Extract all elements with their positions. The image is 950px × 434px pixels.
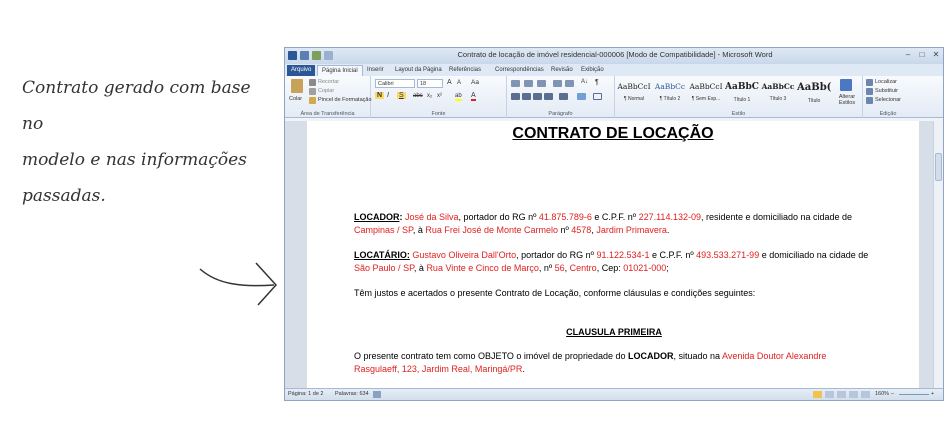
style-heading-3[interactable]	[761, 79, 795, 105]
styles-group	[615, 76, 863, 118]
font-size-value: 18	[420, 81, 427, 87]
text-run: O presente contrato tem como OBJETO o imóvel de propriedade do	[354, 351, 628, 361]
styles-group-label: Estilo	[731, 111, 746, 117]
highlight-button[interactable]: ab	[455, 93, 462, 99]
text-run: , à	[413, 263, 427, 273]
locatario-number: 56	[554, 263, 565, 273]
locatario-state: SP	[403, 263, 414, 273]
paste-button[interactable]: Colar	[289, 96, 303, 102]
shrink-font-button[interactable]: A	[457, 80, 462, 86]
text-run: nº	[557, 225, 572, 235]
locatario-cpf: 493.533.271-99	[696, 250, 760, 260]
replace-button[interactable]: Substituir	[875, 88, 898, 94]
style-sample: AaBbCc	[761, 82, 795, 91]
clipboard-group-label: Área de Transferência	[300, 111, 355, 117]
intro-paragraph: Têm justos e acertados o presente Contrato de Locação, conforme cláusulas e condições seguintes:	[354, 288, 756, 298]
text-run: /	[394, 225, 403, 235]
text-run: ;	[666, 263, 669, 273]
paragraph-group-label: Parágrafo	[548, 111, 573, 117]
font-name-value: Calibri	[378, 81, 394, 87]
annotation-line: passadas.	[22, 186, 106, 206]
save-icon[interactable]	[300, 51, 309, 60]
close-button[interactable]: ✕	[932, 50, 940, 59]
locador-street: Rua Frei José de Monte Carmelo	[425, 225, 558, 235]
tab-review[interactable]: Revisão	[551, 67, 573, 73]
format-painter-button[interactable]: Pincel de Formatação	[318, 97, 372, 103]
editing-group	[863, 76, 913, 118]
zoom-level[interactable]: 160%	[875, 391, 890, 397]
style-title[interactable]	[797, 79, 831, 105]
clipboard-group	[285, 76, 371, 118]
line-spacing-icon[interactable]	[559, 93, 568, 100]
copy-button[interactable]: Copiar	[318, 88, 335, 94]
text-run: , situado na	[673, 351, 723, 361]
annotation-text	[22, 70, 272, 214]
maximize-button[interactable]: □	[919, 50, 925, 59]
tab-references[interactable]: Referências	[449, 67, 482, 73]
locador-city: Campinas	[354, 225, 395, 235]
text-run: e C.P.F. nº	[649, 250, 697, 260]
zoom-out-button[interactable]: –	[891, 391, 895, 397]
tab-view[interactable]: Exibição	[581, 67, 604, 73]
locador-number: 4578	[571, 225, 592, 235]
title-bar	[285, 48, 943, 64]
window-title: Contrato de locação de imóvel residencial-000006 [Modo de Compatibilidade] - Microsoft Word	[457, 50, 773, 59]
paste-icon[interactable]	[291, 79, 303, 93]
tab-page-layout[interactable]: Layout da Página	[395, 67, 442, 73]
align-center-icon[interactable]	[522, 93, 531, 100]
editing-group-label: Edição	[879, 111, 897, 117]
clause-paragraph	[354, 350, 874, 376]
locatario-district: Centro	[569, 263, 597, 273]
text-run: , portador do RG nº	[458, 212, 539, 222]
locador-cpf: 227.114.132-09	[638, 212, 701, 222]
strikethrough-button[interactable]: abc	[413, 93, 423, 99]
annotation-line: Contrato gerado com base no	[22, 78, 251, 134]
cut-icon[interactable]	[309, 79, 316, 86]
text-run: , à	[412, 225, 426, 235]
bold-button[interactable]: N	[377, 92, 383, 99]
web-layout-icon[interactable]	[837, 391, 846, 398]
font-group-label: Fonte	[431, 111, 446, 117]
bullets-icon[interactable]	[511, 80, 520, 87]
zoom-in-button[interactable]: +	[931, 391, 935, 397]
redo-icon[interactable]	[324, 51, 333, 60]
style-sample: AaBbCcI	[617, 82, 651, 91]
change-styles-icon[interactable]	[840, 79, 852, 91]
multilevel-list-icon[interactable]	[537, 80, 546, 87]
locatario-cep: 01021-000	[623, 263, 667, 273]
font-group	[371, 76, 507, 118]
numbering-icon[interactable]	[524, 80, 533, 87]
copy-icon[interactable]	[309, 88, 316, 95]
font-name-select[interactable]	[375, 79, 415, 88]
locador-rg: 41.875.789-6	[538, 212, 592, 222]
document-title: CONTRATO DE LOCAÇÃO	[512, 125, 714, 142]
paragraph-group	[507, 76, 615, 118]
text-run: e domiciliado na cidade de	[759, 250, 869, 260]
subscript-button[interactable]: x₂	[427, 93, 433, 99]
document-page[interactable]	[307, 121, 919, 388]
locador-state: SP	[402, 225, 413, 235]
full-screen-icon[interactable]	[825, 391, 834, 398]
locador-label: LOCADOR	[354, 212, 400, 222]
text-run: ,	[591, 225, 597, 235]
text-run: .	[666, 225, 670, 235]
superscript-button[interactable]: x²	[437, 93, 442, 99]
text-run: ,	[564, 263, 570, 273]
locador-paragraph	[354, 211, 874, 237]
clause-address: Avenida Doutor Alexandre Rasgulaeff, 123, Jardim Real, Maringá/PR	[354, 351, 827, 374]
font-color-button[interactable]: A	[471, 92, 476, 99]
print-layout-icon[interactable]	[813, 391, 822, 398]
text-run: , Cep:	[596, 263, 624, 273]
style-heading-2[interactable]	[653, 79, 687, 105]
text-run: , nº	[538, 263, 555, 273]
align-right-icon[interactable]	[533, 93, 542, 100]
document-area	[285, 121, 943, 388]
tab-file[interactable]: Arquivo	[287, 65, 315, 76]
increase-indent-icon[interactable]	[565, 80, 574, 87]
style-name: Título 3	[769, 96, 787, 102]
style-name: ¶ Sem Esp...	[691, 96, 721, 102]
ribbon	[285, 76, 943, 118]
change-case-button[interactable]: Aa	[471, 79, 479, 86]
sort-button[interactable]: A↓	[581, 79, 589, 85]
italic-button[interactable]: I	[387, 92, 389, 99]
borders-icon[interactable]	[593, 93, 602, 100]
scrollbar-thumb[interactable]	[935, 153, 942, 181]
locador-name: José da Silva	[405, 212, 459, 222]
locatario-street: Rua Vinte e Cinco de Março	[426, 263, 539, 273]
status-bar	[285, 388, 943, 400]
style-no-spacing[interactable]	[689, 79, 723, 105]
show-marks-button[interactable]: ¶	[595, 79, 599, 86]
locador-colon: :	[399, 212, 403, 222]
word-window	[284, 47, 944, 401]
undo-icon[interactable]	[312, 51, 321, 60]
format-painter-icon[interactable]	[309, 97, 316, 104]
arrow-icon	[198, 255, 280, 310]
tab-insert[interactable]: Inserir	[367, 67, 384, 73]
underline-button[interactable]: S	[399, 92, 404, 99]
ribbon-tabs	[285, 64, 943, 76]
change-styles-button[interactable]: Alterar Estilos	[838, 94, 856, 106]
annotation-line: modelo e nas informações	[22, 150, 247, 170]
style-name: ¶ Título 2	[659, 96, 681, 102]
font-size-select[interactable]	[417, 79, 443, 88]
text-run: /	[395, 263, 404, 273]
clause-title: CLAUSULA PRIMEIRA	[566, 327, 662, 337]
select-button[interactable]: Selecionar	[875, 97, 901, 103]
style-normal[interactable]	[617, 79, 651, 105]
find-button[interactable]: Localizar	[875, 79, 898, 85]
style-heading-1[interactable]	[725, 79, 759, 105]
tab-home[interactable]: Página Inicial	[317, 65, 363, 76]
style-name: Título 1	[733, 97, 751, 103]
select-icon[interactable]	[866, 97, 873, 104]
minimize-button[interactable]: –	[905, 50, 911, 59]
find-icon[interactable]	[866, 79, 873, 86]
text-run: , residente e domiciliado na cidade de	[700, 212, 853, 222]
locador-district: Jardim Primavera	[596, 225, 667, 235]
draft-icon[interactable]	[861, 391, 870, 398]
style-sample: AaBbC	[725, 82, 759, 92]
style-sample: AaBb(	[797, 82, 831, 93]
clause-owner: LOCADOR	[627, 351, 674, 361]
grow-font-button[interactable]: A	[447, 79, 452, 86]
locatario-city: São Paulo	[354, 263, 396, 273]
vertical-scrollbar[interactable]	[933, 121, 943, 388]
decrease-indent-icon[interactable]	[553, 80, 562, 87]
style-name: ¶ Normal	[623, 96, 645, 102]
locatario-rg: 91.122.534-1	[596, 250, 650, 260]
justify-icon[interactable]	[544, 93, 553, 100]
tab-mailings[interactable]: Correspondências	[495, 67, 544, 73]
window-controls	[903, 50, 941, 59]
shading-icon[interactable]	[577, 93, 586, 100]
page-count[interactable]: Página: 1 de 2	[288, 391, 324, 397]
align-left-icon[interactable]	[511, 93, 520, 100]
outline-icon[interactable]	[849, 391, 858, 398]
zoom-slider[interactable]	[899, 394, 929, 395]
text-run: , portador do RG nº	[516, 250, 597, 260]
locatario-name: Gustavo Oliveira Dall'Orto	[412, 250, 517, 260]
word-logo-icon	[288, 51, 297, 60]
style-sample: AaBbCcI	[689, 82, 723, 91]
style-name: Título	[807, 98, 821, 104]
locatario-paragraph	[354, 249, 874, 275]
text-run: e C.P.F. nº	[591, 212, 639, 222]
locatario-label: LOCATÁRIO:	[354, 250, 410, 260]
word-count[interactable]: Palavras: 634	[335, 391, 369, 397]
replace-icon[interactable]	[866, 88, 873, 95]
cut-button[interactable]: Recortar	[318, 79, 340, 85]
quick-access-toolbar	[288, 51, 333, 61]
text-run: .	[522, 364, 525, 374]
proofing-icon[interactable]	[373, 391, 381, 398]
style-sample: AaBbCc	[654, 82, 686, 91]
